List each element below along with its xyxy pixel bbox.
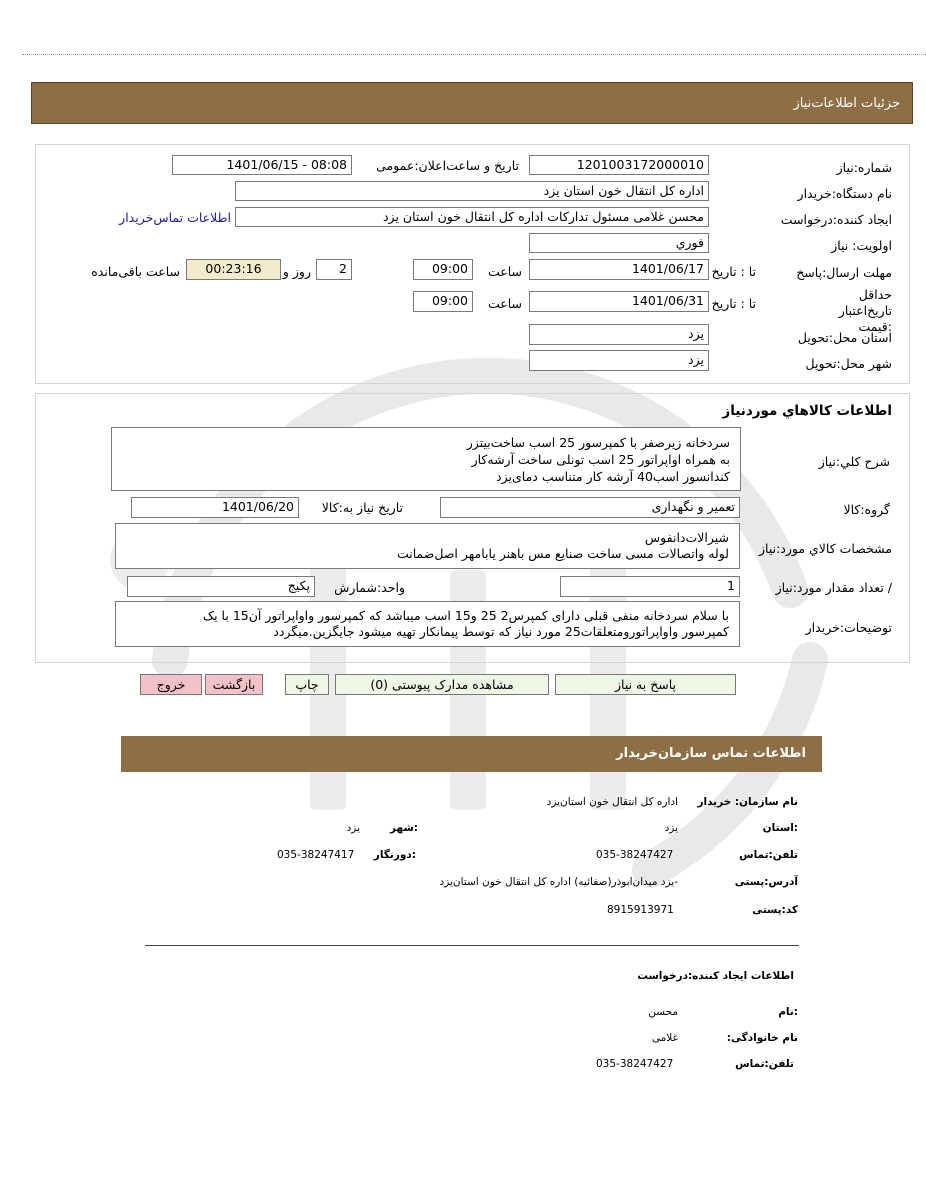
deadline-to-date-label: تا : تاریخ: [711, 264, 756, 279]
org-name-label: نام سازمان: خریدار: [697, 796, 798, 808]
spec-line: لوله واتصالات مسی ساخت صنایع مس باهنر یابامهر اصل‌ضمانت: [396, 546, 729, 561]
org-name-value: اداره کل انتقال خون استان‌یزد: [546, 796, 678, 808]
contact-phone-label: تلفن:تماس: [739, 849, 798, 861]
summary-field: [111, 427, 741, 491]
reply-button[interactable]: پاسخ به نیاز: [555, 674, 736, 695]
goods-group-label: گروه:کالا: [843, 502, 890, 517]
requester-family-label: نام خانوادگی:: [726, 1032, 798, 1044]
goods-spec-label: مشخصات کالاي مورد:نياز: [758, 541, 892, 556]
requester-phone-value: 035-38247427: [596, 1058, 674, 1070]
summary-line: سردخانه زیرصفر با کمپرسور 25 اسب ساخت‌بیتزر: [466, 435, 730, 450]
fax-value: 035-38247417: [277, 849, 355, 861]
creator-field: محسن غلامی مسئول تدارکات اداره کل انتقال خون استان یزد: [235, 207, 709, 227]
delivery-city-label: شهر محل:تحویل: [805, 356, 892, 371]
days-field: 2: [316, 259, 352, 280]
requester-phone-label: تلفن:تماس: [735, 1058, 794, 1070]
need-number-label: شماره:نیاز: [836, 160, 892, 175]
delivery-province-label: استان محل:تحویل: [797, 330, 892, 345]
unit-label: واحد:شمارش: [334, 580, 405, 595]
announce-date-field: 1401/06/15 - 08:08: [172, 155, 352, 175]
need-number-field: 1201003172000010: [529, 155, 709, 175]
requester-title: اطلاعات ایجاد کننده:درخواست: [637, 970, 794, 982]
address-value: -یزد میدان‌ابوذر(صفائیه) اداره کل انتقال خون استان‌یزد: [439, 876, 678, 888]
contact-city-value: یزد: [346, 822, 360, 834]
validity-time-label: ساعت: [487, 296, 522, 311]
spec-line: شیرالات‌دانفوس: [644, 530, 729, 545]
postal-code-value: 8915913971: [607, 904, 674, 916]
summary-label: شرح کلي:نياز: [818, 454, 890, 469]
summary-line: به همراه اواپراتور 25 اسب تونلی ساخت آرشه‌کار: [471, 452, 730, 467]
buyer-org-label: نام دستگاه:خریدار: [797, 186, 892, 201]
buyer-org-field: اداره کل انتقال خون استان یزد: [235, 181, 709, 201]
goods-spec-field: [115, 523, 740, 569]
notes-line: با سلام سردخانه منفی قبلی دارای کمپرس2 25 و15 اسب میباشد که کمپرسور واواپراتور آن15 با یک: [202, 608, 729, 623]
back-button[interactable]: بازگشت: [205, 674, 263, 695]
remaining-time-label: ساعت باقی‌مانده: [91, 264, 180, 279]
remaining-time-field: 00:23:16: [186, 259, 281, 280]
buyer-notes-field: [115, 601, 740, 647]
contact-header: [121, 736, 822, 772]
contact-header-title: اطلاعات تماس سازمان‌خریدار: [616, 746, 806, 761]
deadline-time-label: ساعت: [487, 264, 522, 279]
contact-city-label: :شهر: [390, 822, 418, 834]
contact-divider: [145, 945, 799, 946]
priority-field: فوري: [529, 233, 709, 253]
validity-time-field: 09:00: [413, 291, 473, 312]
fax-label: :دورنگار: [373, 849, 416, 861]
deadline-date-field: 1401/06/17: [529, 259, 709, 280]
page-header: [31, 82, 913, 124]
validity-label: حداقل تاریخ‌اعتبار :قیمت: [838, 287, 892, 334]
quantity-label: / تعداد مقدار مورد:نياز: [775, 580, 892, 595]
exit-button[interactable]: خروج: [140, 674, 202, 695]
delivery-city-field: یزد: [529, 350, 709, 371]
postal-code-label: کد:پستی: [752, 904, 798, 916]
priority-label: اولویت: نیاز: [831, 238, 892, 253]
address-label: آدرس:پستی: [734, 876, 798, 888]
print-button[interactable]: چاپ: [285, 674, 329, 695]
buyer-contact-link[interactable]: اطلاعات تماس‌خریدار: [119, 210, 231, 225]
delivery-province-field: یزد: [529, 324, 709, 345]
unit-field: پکیج: [127, 576, 315, 597]
contact-province-label: :استان: [762, 822, 798, 834]
buyer-notes-label: توضيحات:خريدار: [805, 620, 892, 635]
attachments-button[interactable]: مشاهده مدارک پیوستی (0): [335, 674, 549, 695]
creator-label: ایجاد کننده:درخواست: [780, 212, 892, 227]
notes-line: کمپرسور واواپراتورومتعلقات25 مورد نیاز که توسط پیمانکار تهیه میشود جایگزین.میگردد: [273, 624, 729, 639]
days-label: روز و: [282, 264, 311, 279]
validity-to-date-label: تا : تاریخ: [711, 296, 756, 311]
deadline-time-field: 09:00: [413, 259, 473, 280]
need-date-label: تاریخ نیاز به:کالا: [321, 500, 403, 515]
need-date-field: 1401/06/20: [131, 497, 299, 518]
contact-phone-value: 035-38247427: [596, 849, 674, 861]
page-header-title: جزئیات اطلاعات‌نیاز: [793, 96, 900, 111]
quantity-field: 1: [560, 576, 740, 597]
requester-name-label: :نام: [778, 1006, 798, 1018]
summary-line: کندانسور اسب40 آرشه کار متناسب دمای‌یزد: [496, 469, 730, 484]
validity-date-field: 1401/06/31: [529, 291, 709, 312]
goods-section-title: اطلاعات کالاهاي موردنياز: [722, 403, 892, 419]
goods-group-field: تعمیر و نگهداری: [440, 497, 740, 518]
requester-family-value: غلامی: [651, 1032, 678, 1044]
requester-name-value: محسن: [648, 1006, 678, 1018]
announce-date-label: تاریخ و ساعت‌اعلان:عمومی: [376, 158, 519, 173]
top-separator: [22, 54, 926, 55]
deadline-label: مهلت ارسال:پاسخ: [796, 265, 892, 280]
contact-province-value: یزد: [664, 822, 678, 834]
